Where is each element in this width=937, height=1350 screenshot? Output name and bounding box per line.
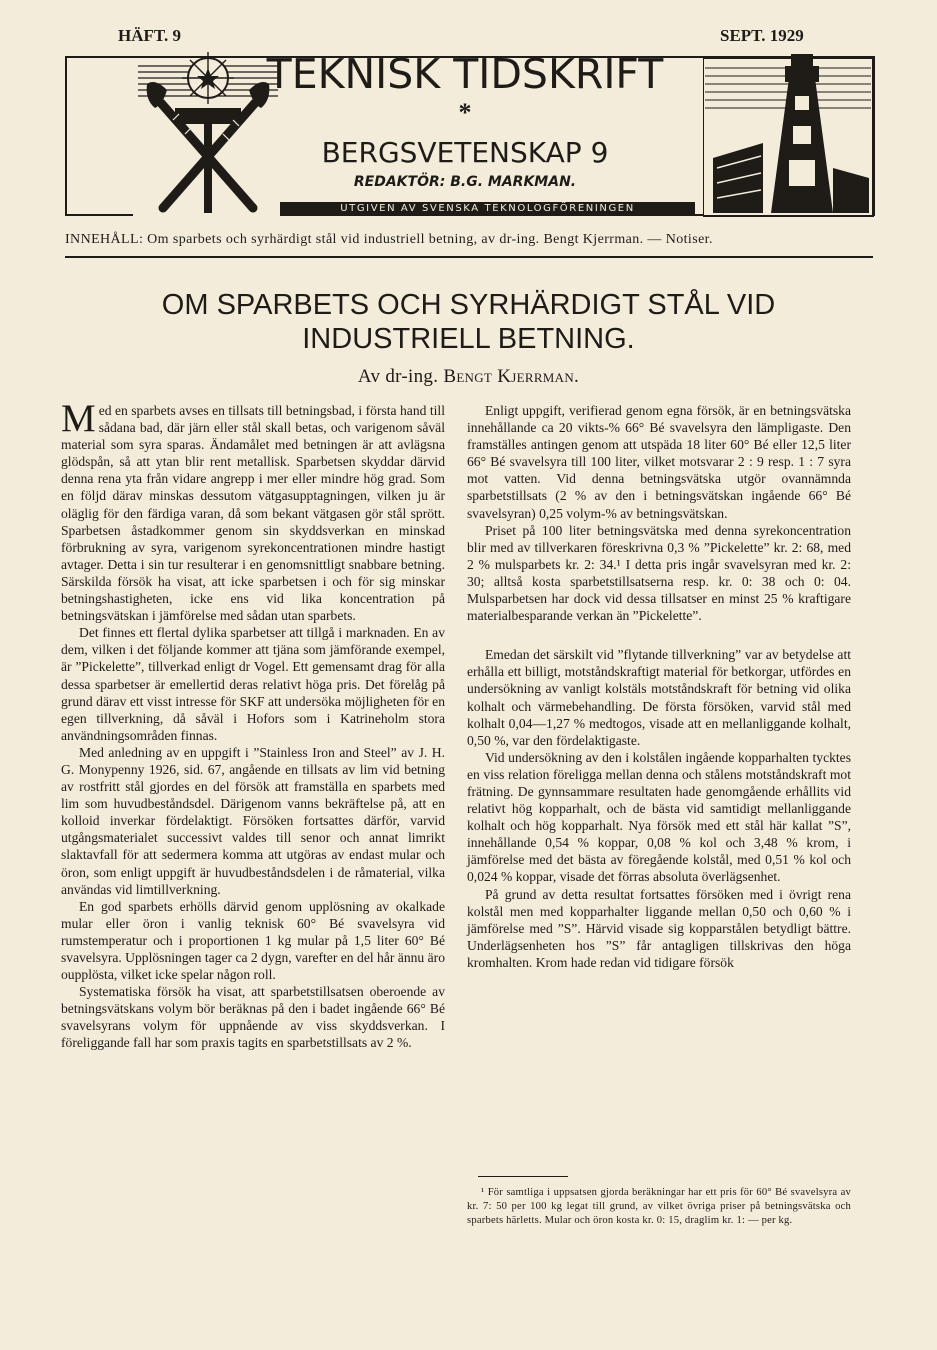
journal-title: TEKNISK TIDSKRIFT (266, 50, 664, 98)
issue-number: HÄFT. 9 (118, 26, 181, 45)
right-column (467, 402, 851, 971)
paragraph (61, 397, 445, 624)
article-title (0, 288, 937, 356)
drop-cap: M (61, 397, 96, 440)
footnote-text: ¹ För samtliga i uppsatsen gjorda beräkningar har ett pris för 60° Bé svavelsyra av kr. 7: 50 per 100 kg legat till grund, av vilket övriga priser på betningsvätska och sparbets härletts. Mular och öron kosta kr. 0: 15, draglim kr. 1: — per kg. (467, 1187, 851, 1226)
paragraph: Priset på 100 liter betningsvätska med denna syrekoncentration blir med av tillverkaren föreskrivna 0,3 % ”Pickelette” kr. 2: 68, med 2 % mulsparbets kr. 2: 34.¹ I detta pris ingår svavelsyran med kr. 2: 30; alltså kosta sparbetstillsatserna resp. kr. 0: 38 och 0: 04. Mulsparbetsen har dock vid dessa tillsatser en minst 25 % kraftigare materialbesparande verkan än ”Pickelette”. (467, 522, 851, 624)
byline (0, 366, 937, 388)
byline-prefix: Av dr-ing. (357, 366, 439, 387)
section-gap (467, 624, 851, 646)
article-title-line-2: INDUSTRIELL BETNING. (302, 323, 635, 355)
contents-line: INNEHÅLL: Om sparbets och syrhärdigt stål vid industriell betning, av dr-ing. Bengt Kjerrman. — Notiser. (65, 232, 713, 247)
publisher-band: UTGIVEN AV SVENSKA TEKNOLOGFÖRENINGEN (280, 202, 695, 216)
masthead (65, 48, 875, 220)
paragraph: På grund av detta resultat fortsattes försöken med i övrigt rena kolstål men med kopparhalter liggande mellan 0,50 och 0,60 % i jämförelse med ”S”. Härvid visade sig kopparstålen betydligt bättre. Underlägsenheten hos ”S” får antagligen tillskrivas den höga kromhalten. Krom hade redan vid tidigare försök (467, 886, 851, 970)
paragraph: Med anledning av en uppgift i ”Stainless Iron and Steel” av J. H. G. Monypenny 1926, sid. 67, angående en tillsats av lim vid betning av rostfritt stål gjordes en del försök att framställa en sparbets med lim som huvudbeståndsdel. Därigenom vanns bekräftelse på, att en kolloid inverkar fördelaktigt. Försöken fortsattes därför, varvid utgångsmaterialet successivt valdes till senor och annat limrikt slaktavfall för att sedermera komma att utgöras av endast mular och öron, som enligt uppgift är huvudbeståndsdelen i de råmaterial, vilka användas vid limtillverkning. (61, 744, 445, 897)
paragraph: Enligt uppgift, verifierad genom egna försök, är en betningsvätska innehållande ca 20 vikts-% 66° Bé svavelsyra den lämpligaste. Den framställes antingen genom att utspäda 18 liter 60° Bé eller 12,5 liter 66° Bé svavelsyra till 100 liter, vilket motsvarar 2 : 9 resp. 1 : 7 syra mot vatten. Vid denna betningsvätska utgör ovannämnda sparbetstillsats (2 % av den i betningsvätskan ingående 66° Bé svavelsyran) 0,25 volym-% av betningsvätskan. (467, 403, 851, 521)
paragraph: Emedan det särskilt vid ”flytande tillverkning” var av betydelse att erhålla ett billigt, motståndskraftigt material för betkorgar, utfördes en undersökning av vanligt kolstäls motståndskraft för betning vid olika kolhalt och värmebehandling. De första försöken, varvid stål med kolhalt 0,04—1,27 % medtogos, visade att en mellanliggande kolhalt, 0,50 %, var den fördelaktigaste. (467, 647, 851, 748)
paragraph: Det finnes ett flertal dylika sparbetser att tillgå i marknaden. En av dem, vilken i det följande kommer att tjäna som jämförande exempel, är ”Pickelette”, tillverkad enligt dr Vogel. Ett gemensamt drag för alla dessa sparbetser är emellertid deras relativt höga pris. Det förelåg på grund därav ett visst intresse för SKF att undersöka möjligheten för en egen tillverkning, då såväl i Hofors som i Katrineholm stora användningsområden finnas. (61, 625, 445, 743)
mine-headframe-icon (703, 48, 875, 218)
paragraph: Vid undersökning av den i kolstålen ingående kopparhalten tycktes en viss relation föreligga mellan denna och stålens motståndskraft mot frätning. De gynnsammare resultaten hade genomgående erhållits vid relativt hög kopparhalt, och de bästa vid samtidigt mellanliggande kolhalt och hög kopparhalt. Nya försök med ett stål här kallat ”S”, innehållande 0,54 % koppar, 0,08 % kol och 3,48 % krom, i jämförelse med det bästa av föregående kolstål, med 0,51 % kol och 0,024 % koppar, visade det förras absoluta överlägsenhet. (467, 749, 851, 885)
article-title-line-1: OM SPARBETS OCH SYRHÄRDIGT STÅL VID (161, 289, 776, 321)
byline-author: Bengt Kjerrman. (443, 366, 580, 387)
footnote (467, 1186, 851, 1228)
paragraph: Systematiska försök ha visat, att sparbetstillsatsen oberoende av betningsvätskans volym bör beräknas på den i badet ingående 66° Bé svavelsyrans volym för uppnående av viss skyddsverkan. I föreliggande fall har som praxis tagits en sparbetstillsats av 2 %. (61, 984, 445, 1051)
editor-line: REDAKTÖR: B.G. MARKMAN. (353, 174, 577, 190)
footnote-rule (478, 1176, 568, 1177)
issue-date: SEPT. 1929 (720, 26, 804, 45)
paragraph: En god sparbets erhölls därvid genom upplösning av okalkade mular eller öron i vanlig teknisk 60° Bé svavelsyra vid rumstemperatur och i proportionen 1 kg mular på 1,5 liter 60° Bé svavelsyra. Upplösningen tager ca 2 dygn, varefter en del hår ännu äro oupplösta, vilket icke spelar någon roll. (61, 898, 445, 983)
paragraph-text: ed en sparbets avses en tillsats till betningsbad, i första hand till sådana bad, där järn eller stål skall betas, och varigenom såväl material som syra sparas. Ändamålet med betningen är att avlägsna glödspån, så att ytan blir rent metallisk. Sparbetsen skyddar därvid denna rena yta från vidare angrepp i mer eller mindre hög grad. Som en följd därav minskas dessutom vätgasupptagningen, vilken ju är oläglig för den färdiga varan, då som bekant vätgasen gör stål sprött. Sparbetsen åstadkommer genom sin skyddsverkan en minskad förbrukning av syra, varigenom syrekoncentrationen mindre hastigt avtager. Detta i sin tur resulterar i en genomsnittligt snabbare betning. Särskilda försök ha visat, att icke sparbetsen i och för sig minskar betningshastigheten, icke ens vid lika koncentration på betningsvätskan i jämförelse med sådan utan sparbets. (61, 403, 445, 624)
contents-rule (65, 256, 873, 258)
asterisk-ornament: * (458, 98, 472, 127)
issue-line (0, 26, 937, 46)
left-column (61, 397, 445, 1052)
journal-section-title: BERGSVETENSKAP 9 (321, 136, 609, 169)
